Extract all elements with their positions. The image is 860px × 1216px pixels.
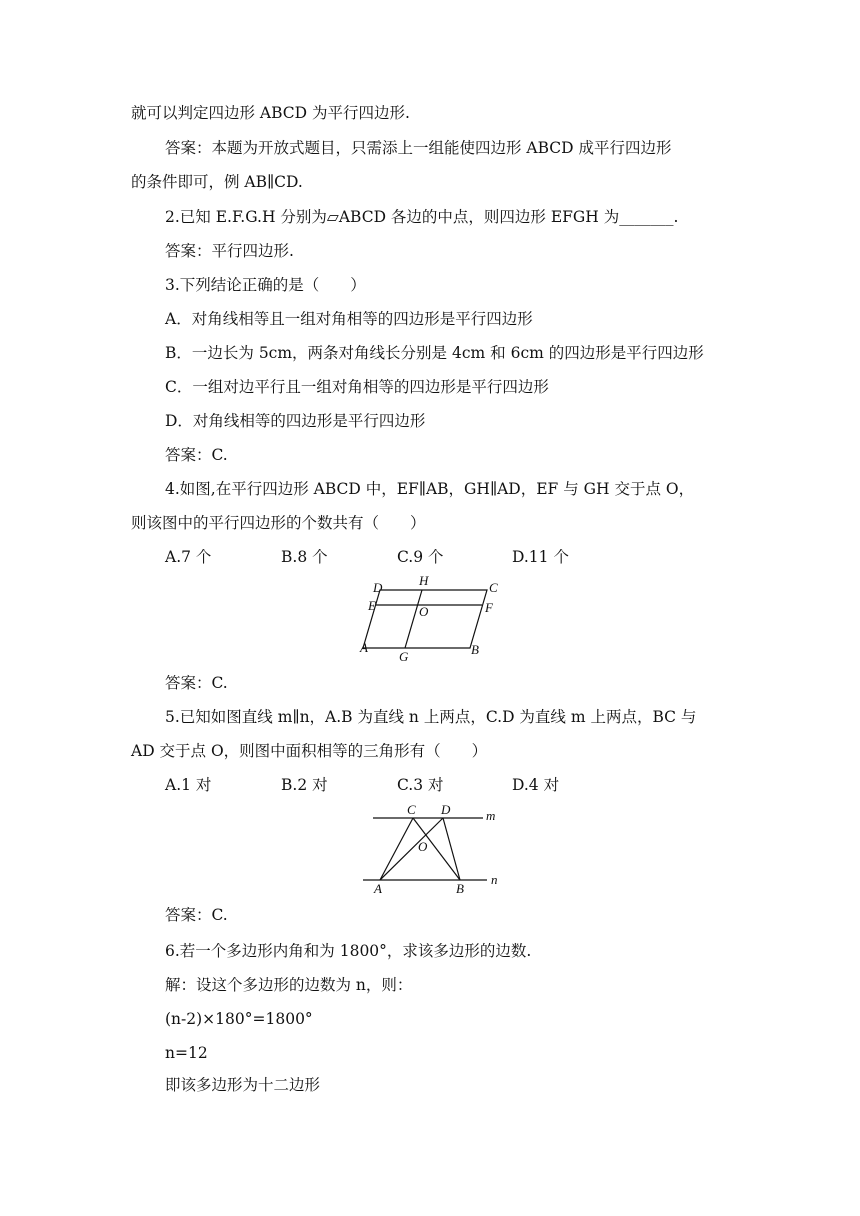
option-b: B．一边长为 5cm，两条对角线长分别是 4cm 和 6cm 的四边形是平行四边形 xyxy=(165,344,704,362)
q5-option-a: A.1 对 xyxy=(165,776,212,794)
answer-line: 答案：C. xyxy=(165,674,228,692)
conclusion-line: 即该多边形为十二边形 xyxy=(165,1076,321,1094)
q4-option-a: A.7 个 xyxy=(165,548,212,566)
segment-ac xyxy=(380,818,413,880)
option-d: D．对角线相等的四边形是平行四边形 xyxy=(165,412,426,430)
label-m: m xyxy=(486,808,496,823)
q4-option-d: D.11 个 xyxy=(512,548,569,566)
label-d: D xyxy=(441,802,451,817)
label-d: D xyxy=(373,580,383,595)
label-c: C xyxy=(489,580,498,595)
segment-bd xyxy=(443,818,460,880)
label-c: C xyxy=(407,802,416,817)
answer-line: 答案：本题为开放式题目，只需添上一组能使四边形 ABCD 成平行四边形 xyxy=(165,139,672,157)
option-c: C．一组对边平行且一组对角相等的四边形是平行四边形 xyxy=(165,378,549,396)
label-g: G xyxy=(399,649,409,664)
q4-option-c: C.9 个 xyxy=(397,548,444,566)
text-line: 的条件即可，例 AB∥CD. xyxy=(131,173,303,191)
answer-line: 答案：平行四边形. xyxy=(165,242,294,260)
parallel-lines-figure xyxy=(355,800,515,900)
q4-option-b: B.8 个 xyxy=(281,548,328,566)
label-b: B xyxy=(471,642,479,657)
result-line: n=12 xyxy=(165,1044,208,1062)
equation-line: (n-2)×180°=1800° xyxy=(165,1010,313,1028)
text-line: 就可以判定四边形 ABCD 为平行四边形. xyxy=(131,104,410,122)
question-5: 5.已知如图直线 m∥n，A.B 为直线 n 上两点，C.D 为直线 m 上两点，BC 与 xyxy=(165,708,697,726)
option-a: A．对角线相等且一组对角相等的四边形是平行四边形 xyxy=(165,310,533,328)
label-f: F xyxy=(485,600,493,615)
question-2: 2.已知 E.F.G.H 分别为▱ABCD 各边的中点，则四边形 EFGH 为_______. xyxy=(165,208,679,226)
label-o: O xyxy=(419,604,429,619)
q5-option-d: D.4 对 xyxy=(512,776,560,794)
parallelogram-figure xyxy=(355,572,515,664)
parallelogram-abcd xyxy=(363,590,487,648)
label-o: O xyxy=(418,839,428,854)
segment-ad xyxy=(380,818,443,880)
question-3: 3.下列结论正确的是（ ） xyxy=(165,276,366,294)
label-n: n xyxy=(491,872,498,887)
question-4: 4.如图,在平行四边形 ABCD 中，EF∥AB，GH∥AD，EF 与 GH 交于点 O， xyxy=(165,480,695,498)
answer-line: 答案：C. xyxy=(165,906,228,924)
solution-line: 解：设这个多边形的边数为 n，则： xyxy=(165,976,413,994)
label-b: B xyxy=(456,881,464,896)
label-a: A xyxy=(374,881,382,896)
label-a: A xyxy=(360,640,368,655)
segment-gh xyxy=(405,590,422,648)
label-e: E xyxy=(368,598,376,613)
label-h: H xyxy=(419,573,429,588)
text-line: 则该图中的平行四边形的个数共有（ ） xyxy=(131,514,426,532)
question-6: 6.若一个多边形内角和为 1800°，求该多边形的边数. xyxy=(165,942,532,960)
q5-option-c: C.3 对 xyxy=(397,776,444,794)
q5-option-b: B.2 对 xyxy=(281,776,328,794)
text-line: AD 交于点 O，则图中面积相等的三角形有（ ） xyxy=(131,742,488,760)
answer-line: 答案：C. xyxy=(165,446,228,464)
